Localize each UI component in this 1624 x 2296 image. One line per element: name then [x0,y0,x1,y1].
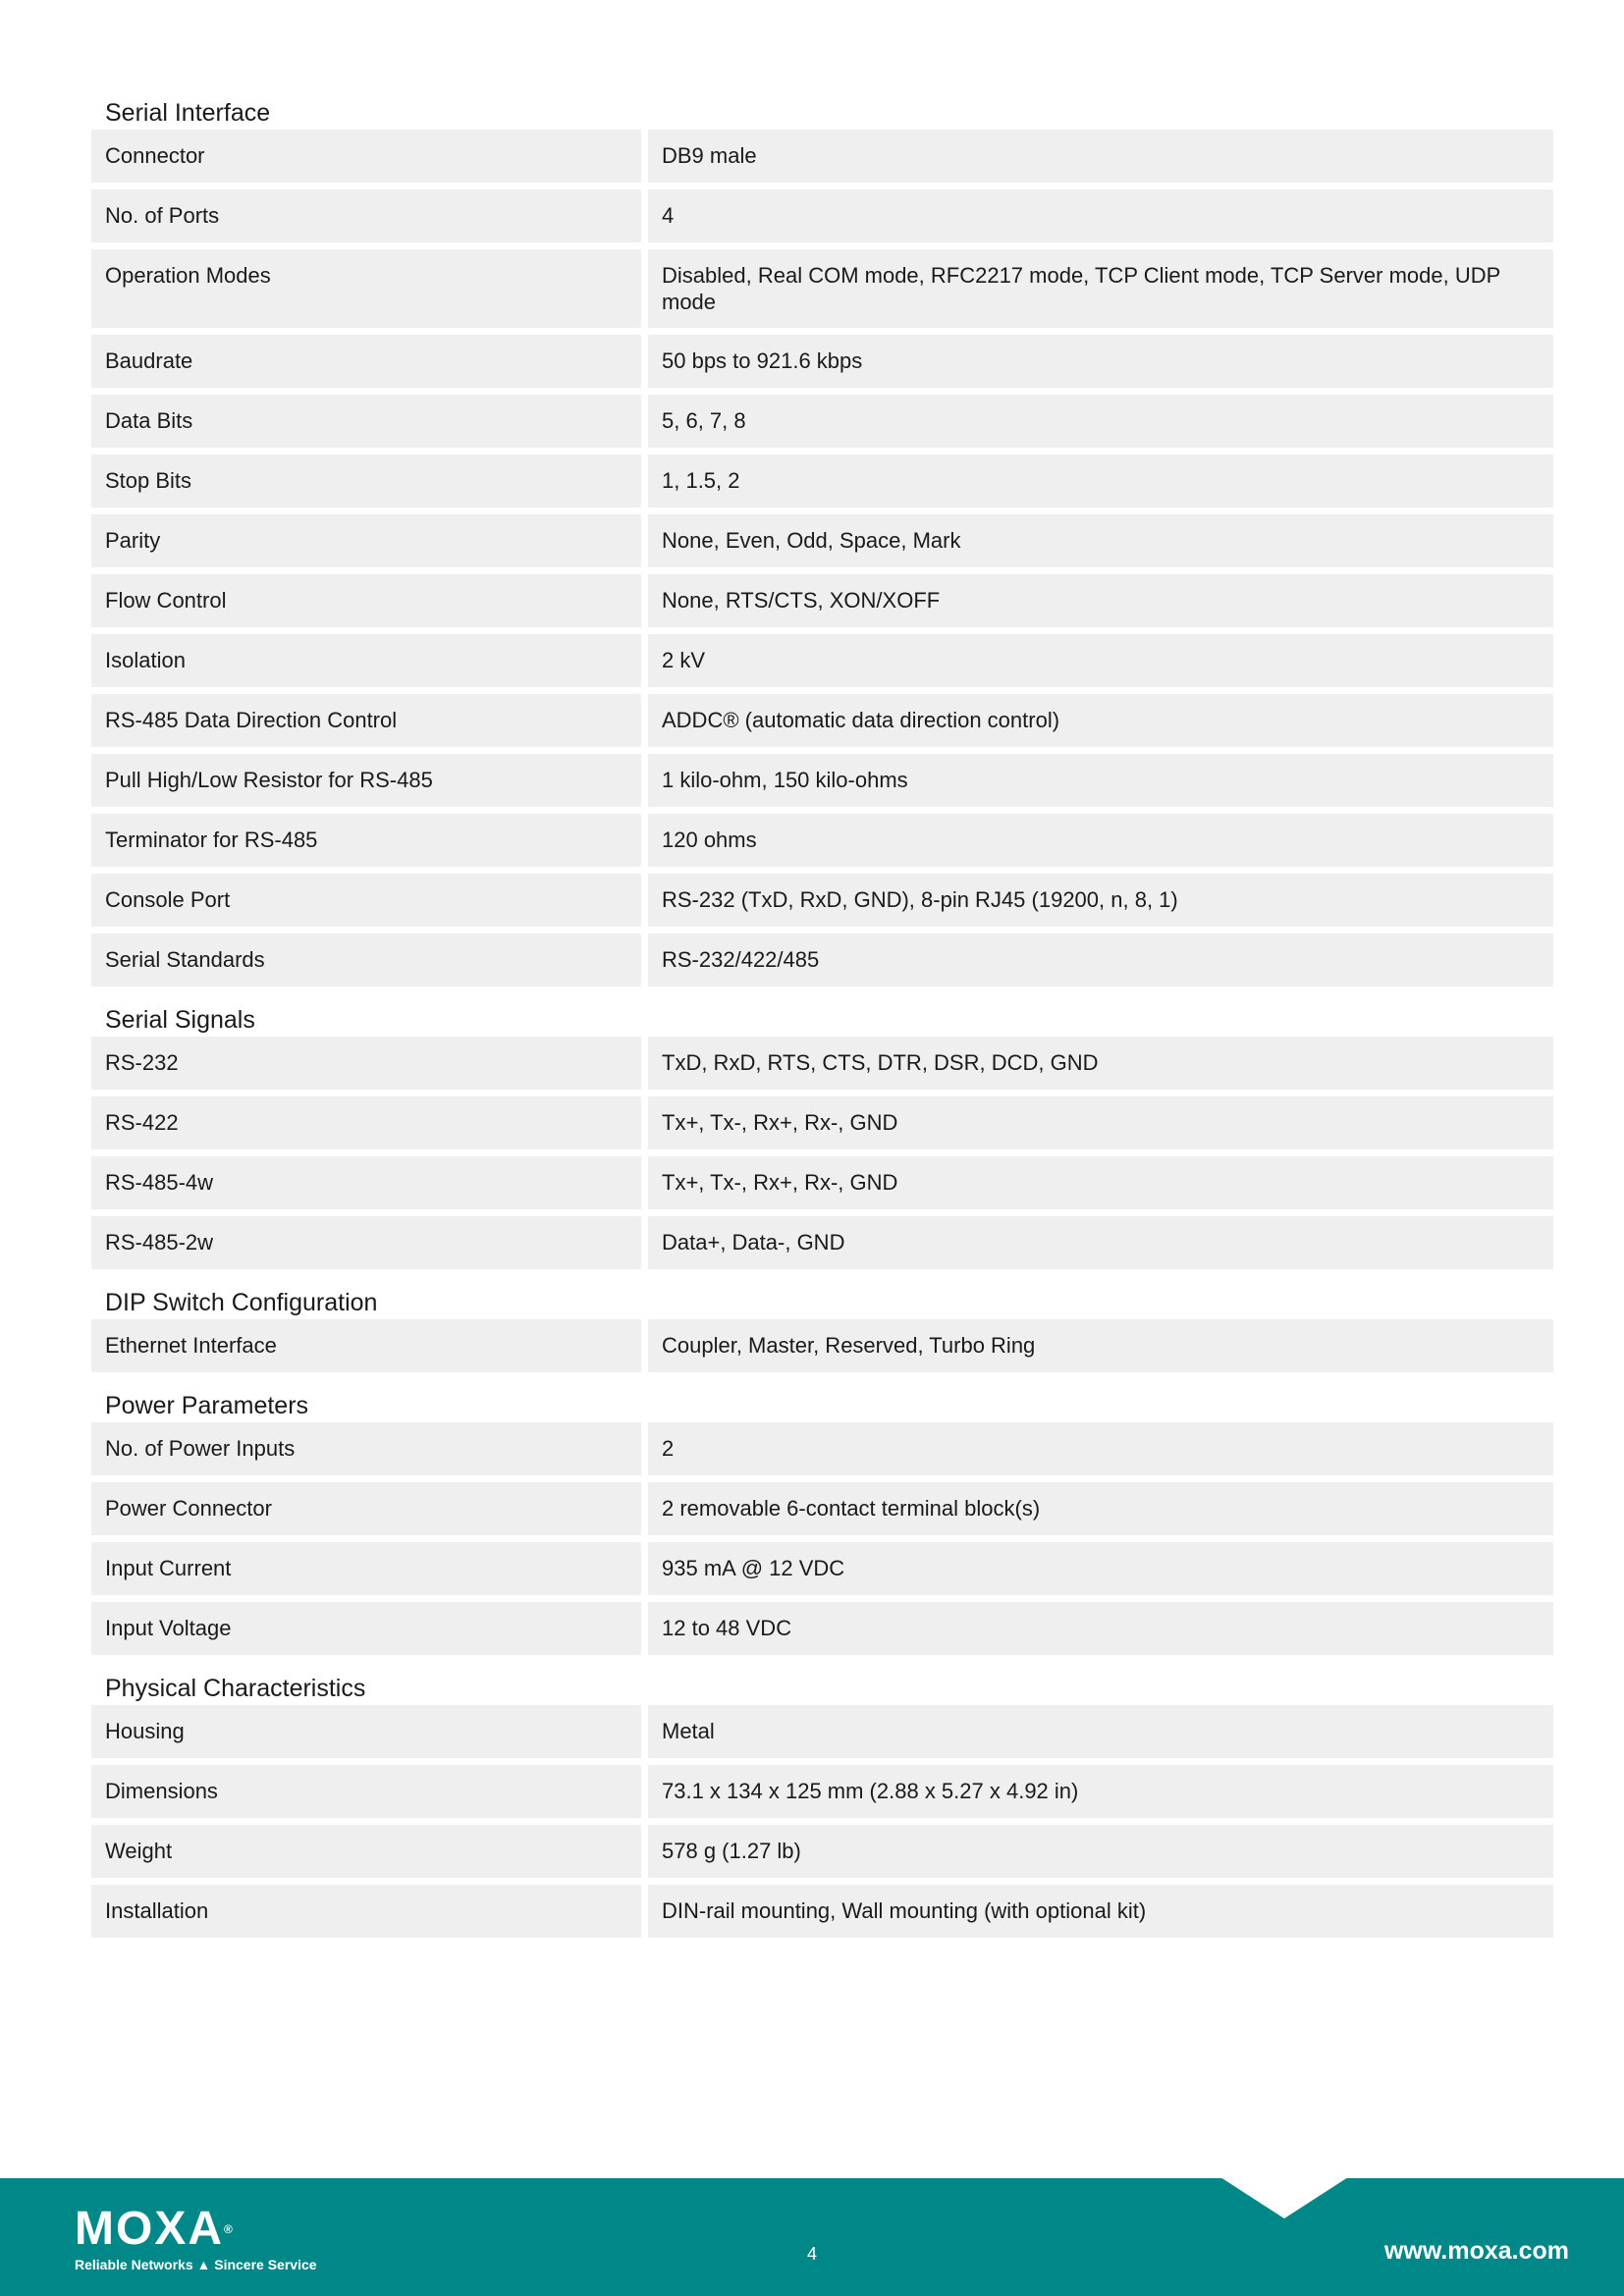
spec-row [91,1602,1553,1655]
spec-row [91,395,1553,448]
spec-label: Ethernet Interface [91,1319,641,1372]
spec-label: Pull High/Low Resistor for RS-485 [91,754,641,807]
spec-row [91,1885,1553,1938]
footer-notch [1220,2177,1348,2218]
spec-row [91,130,1553,183]
spec-value: Metal [648,1705,1553,1758]
spec-value: RS-232 (TxD, RxD, GND), 8-pin RJ45 (19200, n, 8, 1) [648,874,1553,927]
spec-label: Input Current [91,1542,641,1595]
spec-value: 2 removable 6-contact terminal block(s) [648,1482,1553,1535]
spec-row [91,1542,1553,1595]
spec-row [91,874,1553,927]
spec-row [91,1216,1553,1269]
spec-label: Input Voltage [91,1602,641,1655]
spec-row [91,335,1553,388]
spec-value: TxD, RxD, RTS, CTS, DTR, DSR, DCD, GND [648,1037,1553,1090]
spec-row [91,574,1553,627]
spec-label: Isolation [91,634,641,687]
spec-section [91,1662,1553,1938]
spec-row [91,694,1553,747]
registered-mark: ® [224,2222,235,2236]
section-title: DIP Switch Configuration [105,1289,378,1316]
spec-row [91,189,1553,242]
spec-label: Data Bits [91,395,641,448]
spec-value: 12 to 48 VDC [648,1602,1553,1655]
spec-value: 73.1 x 134 x 125 mm (2.88 x 5.27 x 4.92 in) [648,1765,1553,1818]
spec-label: No. of Power Inputs [91,1422,641,1475]
spec-value: Tx+, Tx-, Rx+, Rx-, GND [648,1096,1553,1149]
spec-label: Stop Bits [91,454,641,507]
spec-row [91,454,1553,507]
spec-value: 4 [648,189,1553,242]
spec-label: Console Port [91,874,641,927]
spec-value: None, Even, Odd, Space, Mark [648,514,1553,567]
spec-row [91,1705,1553,1758]
spec-row [91,1037,1553,1090]
spec-value: 5, 6, 7, 8 [648,395,1553,448]
section-title: Physical Characteristics [105,1675,366,1702]
spec-row [91,514,1553,567]
spec-label: RS-232 [91,1037,641,1090]
section-title: Serial Interface [105,99,271,127]
spec-value: DIN-rail mounting, Wall mounting (with optional kit) [648,1885,1553,1938]
spec-value: 2 kV [648,634,1553,687]
spec-value: ADDC® (automatic data direction control) [648,694,1553,747]
website-url[interactable]: www.moxa.com [1383,2237,1569,2265]
spec-row [91,1482,1553,1535]
spec-row [91,1825,1553,1878]
spec-value: 1 kilo-ohm, 150 kilo-ohms [648,754,1553,807]
spec-value: Coupler, Master, Reserved, Turbo Ring [648,1319,1553,1372]
section-title: Power Parameters [105,1392,309,1419]
spec-row [91,934,1553,987]
spec-label: Housing [91,1705,641,1758]
spec-label: Weight [91,1825,641,1878]
spec-label: Flow Control [91,574,641,627]
spec-label: Connector [91,130,641,183]
spec-value: 1, 1.5, 2 [648,454,1553,507]
spec-value: None, RTS/CTS, XON/XOFF [648,574,1553,627]
spec-row [91,1765,1553,1818]
spec-section [91,86,1553,987]
page-footer [0,2178,1624,2296]
spec-row [91,1156,1553,1209]
spec-section [91,1276,1553,1372]
spec-label: Power Connector [91,1482,641,1535]
spec-value: RS-232/422/485 [648,934,1553,987]
spec-section [91,1379,1553,1655]
logo-wordmark: MOXA [75,2203,224,2255]
spec-row [91,1422,1553,1475]
moxa-logo [75,2203,317,2272]
spec-section [91,993,1553,1269]
spec-content [91,86,1553,1945]
spec-value: DB9 male [648,130,1553,183]
page-number: 4 [806,2244,817,2264]
spec-label: Dimensions [91,1765,641,1818]
spec-label: Installation [91,1885,641,1938]
spec-value: 2 [648,1422,1553,1475]
spec-value: 935 mA @ 12 VDC [648,1542,1553,1595]
spec-row [91,1319,1553,1372]
spec-value: 120 ohms [648,814,1553,867]
section-title: Serial Signals [105,1006,255,1034]
spec-value: Tx+, Tx-, Rx+, Rx-, GND [648,1156,1553,1209]
spec-row [91,754,1553,807]
spec-label: No. of Ports [91,189,641,242]
logo-tagline: Reliable Networks ▲ Sincere Service [75,2257,317,2272]
spec-label: RS-485-4w [91,1156,641,1209]
spec-value: 50 bps to 921.6 kbps [648,335,1553,388]
spec-label: Serial Standards [91,934,641,987]
spec-row [91,634,1553,687]
spec-label: Parity [91,514,641,567]
spec-value: Disabled, Real COM mode, RFC2217 mode, TCP Client mode, TCP Server mode, UDP mode [648,249,1553,328]
spec-label: RS-422 [91,1096,641,1149]
spec-value: 578 g (1.27 lb) [648,1825,1553,1878]
spec-label: Terminator for RS-485 [91,814,641,867]
spec-row [91,249,1553,328]
spec-label: RS-485 Data Direction Control [91,694,641,747]
spec-label: Operation Modes [91,249,641,328]
spec-value: Data+, Data-, GND [648,1216,1553,1269]
spec-label: RS-485-2w [91,1216,641,1269]
spec-row [91,1096,1553,1149]
spec-label: Baudrate [91,335,641,388]
spec-row [91,814,1553,867]
